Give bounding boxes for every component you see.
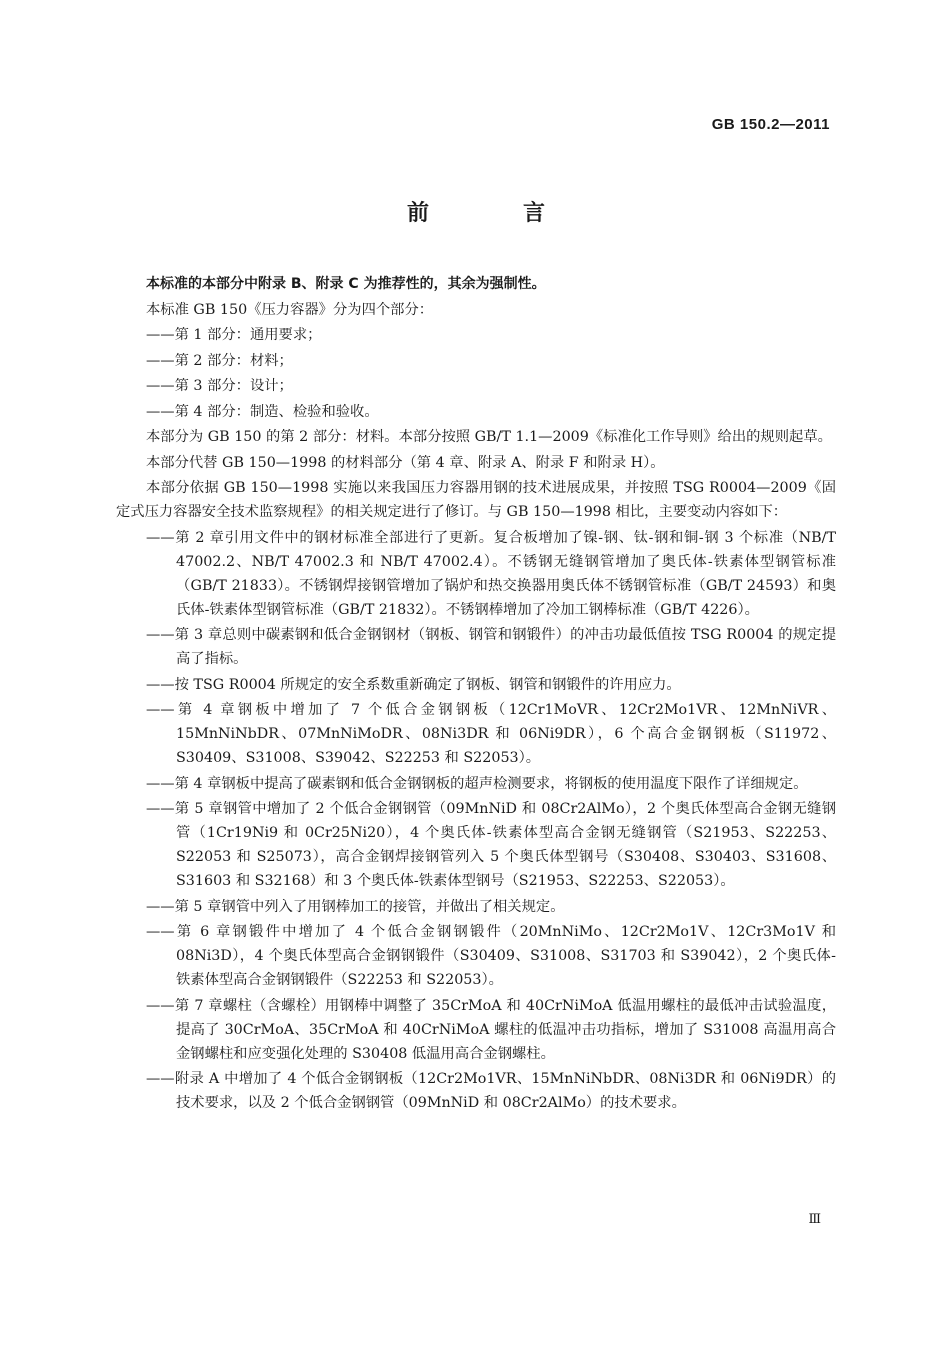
change-list-item: ——按 TSG R0004 所规定的安全系数重新确定了钢板、钢管和钢锻件的许用应力。 <box>146 676 681 693</box>
standard-code: GB 150.2—2011 <box>711 116 830 133</box>
change-list-item: ——第 5 章钢管中增加了 2 个低合金钢钢管（09MnNiD 和 08Cr2AlMo），2 个奥氏体型高合金钢无缝钢管（1Cr19Ni9 和 0Cr25Ni20），4 个奥氏体-铁素体型高合金钢无缝钢管（S21953、S22253、S22053 和 S25073），高合金钢焊接钢管列入 5 个奥氏体型钢号（S30408、S30403、S31608、S31603 和 S32168）和 3 个奥氏体-铁素体型钢号（S21953、S22253、S22053）。 <box>146 801 836 889</box>
change-list-item: ——第 3 章总则中碳素钢和低合金钢钢材（钢板、钢管和钢锻件）的冲击功最低值按 TSG R0004 的规定提高了指标。 <box>146 627 836 667</box>
intro-paragraph-parts: 本标准 GB 150《压力容器》分为四个部分： <box>146 301 434 318</box>
page-title: 前 言 <box>406 200 581 226</box>
body-paragraph: 本部分为 GB 150 的第 2 部分：材料。本部分按照 GB/T 1.1—2009《标准化工作导则》给出的规则起草。 <box>146 429 832 445</box>
change-list-item: ——第 6 章钢锻件中增加了 4 个低合金钢钢锻件（20MnNiMo、12Cr2Mo1V、12Cr3Mo1V 和 08Ni3D），4 个奥氏体型高合金钢钢锻件（S30409、S31008、S31703 和 S39042），2 个奥氏体-铁素体型高合金钢钢锻件（S22253 和 S22053）。 <box>146 924 836 988</box>
change-list-item: ——附录 A 中增加了 4 个低合金钢钢板（12Cr2Mo1VR、15MnNiNbDR、08Ni3DR 和 06Ni9DR）的技术要求，以及 2 个低合金钢钢管（09MnNiD 和 08Cr2AlMo）的技术要求。 <box>146 1071 836 1111</box>
part-list-item: ——第 3 部分：设计； <box>146 378 293 394</box>
change-list-item: ——第 4 章钢板中增加了 7 个低合金钢钢板（12Cr1MoVR、12Cr2Mo1VR、12MnNiVR、15MnNiNbDR、07MnNiMoDR、08Ni3DR 和 06Ni9DR），6 个高合金钢钢板（S11972、S30409、S31008、S39042、S22253 和 S22053）。 <box>146 702 836 766</box>
change-list-item: ——第 5 章钢管中列入了用钢棒加工的接管，并做出了相关规定。 <box>146 898 565 915</box>
body-paragraph: 本部分依据 GB 150—1998 实施以来我国压力容器用钢的技术进展成果，并按照 TSG R0004—2009《固定式压力容器安全技术监察规程》的相关规定进行了修订。与 GB 150—1998 相比，主要变动内容如下： <box>116 480 836 520</box>
part-list-item: ——第 4 部分：制造、检验和验收。 <box>146 403 379 420</box>
body-paragraph: 本部分代替 GB 150—1998 的材料部分（第 4 章、附录 A、附录 F 和附录 H）。 <box>146 454 665 471</box>
page-number: Ⅲ <box>808 1212 821 1227</box>
change-list-item: ——第 2 章引用文件中的钢材标准全部进行了更新。复合板增加了镍-钢、钛-钢和铜-钢 3 个标准（NB/T 47002.2、NB/T 47002.3 和 NB/T 47002.4）。不锈钢无缝钢管增加了奥氏体-铁素体型钢管标准（GB/T 21833）。不锈钢焊接钢管增加了锅炉和热交换器用奥氏体不锈钢管标准（GB/T 24593）和奥氏体-铁素体型钢管标准（GB/T 21832）。不锈钢棒增加了冷加工钢棒标准（GB/T 4226）。 <box>146 529 836 618</box>
part-list-item: ——第 2 部分：材料； <box>146 352 293 369</box>
part-list-item: ——第 1 部分：通用要求； <box>146 327 322 343</box>
document-body <box>116 272 836 1117</box>
change-list-item: ——第 7 章螺柱（含螺栓）用钢棒中调整了 35CrMoA 和 40CrNiMoA 低温用螺柱的最低冲击试验温度，提高了 30CrMoA、35CrMoA 和 40CrNiMoA 螺柱的低温冲击功指标，增加了 S31008 高温用高合金钢螺柱和应变强化处理的 S30408 低温用高合金钢螺柱。 <box>146 997 836 1062</box>
change-list-item: ——第 4 章钢板中提高了碳素钢和低合金钢钢板的超声检测要求，将钢板的使用温度下限作了详细规定。 <box>146 775 808 792</box>
intro-paragraph-mandatory: 本标准的本部分中附录 B、附录 C 为推荐性的，其余为强制性。 <box>146 276 546 292</box>
